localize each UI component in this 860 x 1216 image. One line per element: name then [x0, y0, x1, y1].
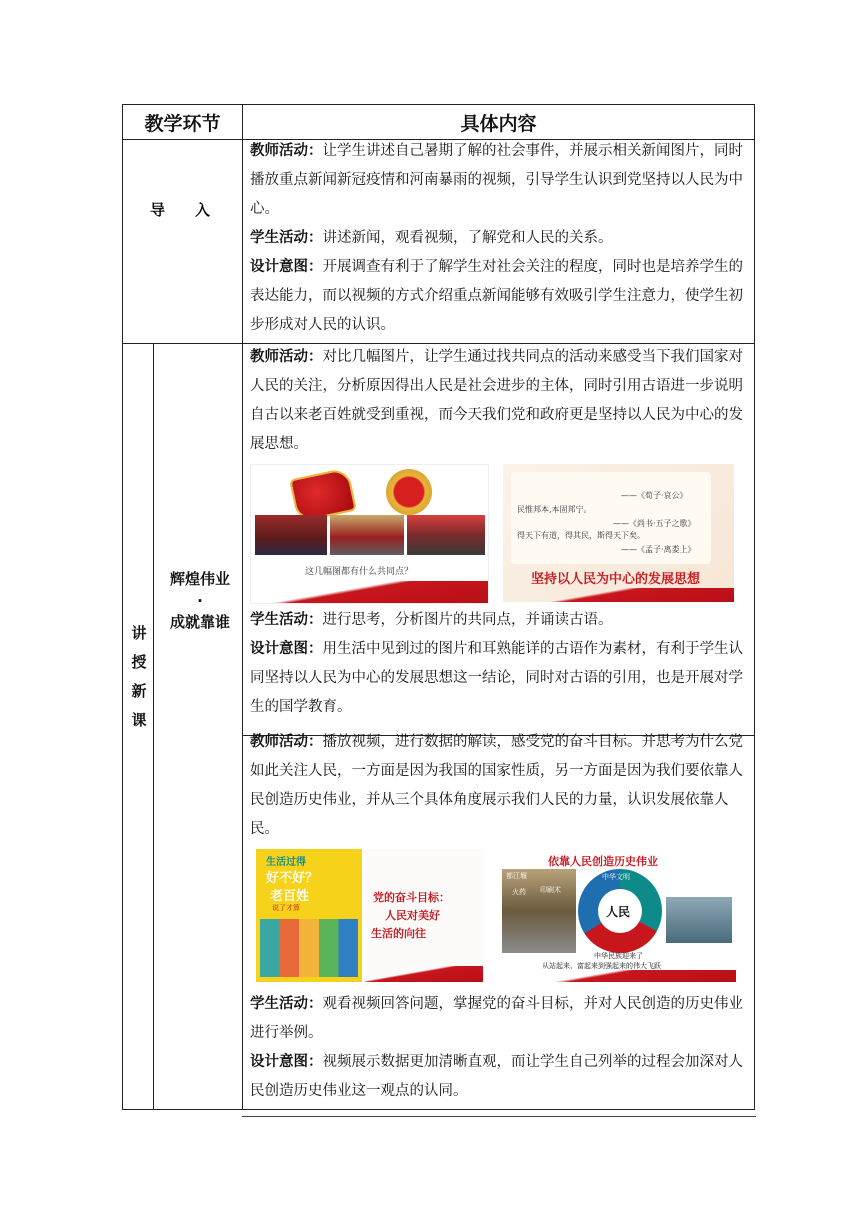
quote-source: ——《尚书·五子之歌》	[613, 519, 696, 528]
quote-line: 民惟邦本,本固邦宁。	[517, 505, 592, 514]
teacher-label: 教师活动：	[250, 143, 323, 159]
new-lesson-stage-label	[129, 619, 149, 735]
student-text: 观看视频回答问题，掌握党的奋斗目标，并对人民创造的历史伟业进行举例。	[250, 996, 743, 1041]
block1-teacher	[250, 343, 750, 459]
page-footer-rule	[242, 1116, 756, 1117]
design-label: 设计意图：	[250, 259, 323, 275]
student-label: 学生活动：	[250, 230, 323, 246]
block2-teacher	[250, 728, 750, 844]
teacher-text: 让学生讲述自己暑期了解的社会事件，并展示相关新闻图片，同时播放重点新闻新冠疫情和河南暴雨的视频，引导学生认识到党坚持以人民为中心。	[250, 143, 743, 217]
poster-line: 人民对美好	[385, 909, 440, 922]
design-text: 视频展示数据更加清晰直观，而让学生自己列举的过程会加深对人民创造历史伟业这一观点的认同。	[250, 1054, 743, 1099]
relic-label: 火药	[512, 888, 526, 896]
teacher-text: 播放视频，进行数据的解读，感受党的奋斗目标。并思考为什么党如此关注人民，一方面是因为我国的国家性质，另一方面是因为我们要依靠人民创造历史伟业，并从三个具体角度展示我们人民的力量，认识发展依靠人民。	[250, 734, 743, 837]
stage-char: 课	[131, 711, 147, 729]
red-wave	[365, 966, 483, 982]
block2-student-design	[250, 990, 750, 1106]
sub-topic-title	[165, 565, 235, 637]
header-content: 具体内容	[460, 112, 537, 135]
stage-char: 讲	[131, 624, 147, 642]
intro-teacher	[250, 137, 750, 224]
stage-char: 授	[131, 653, 147, 671]
sub-title-2: 成就靠谁	[169, 613, 230, 631]
bottom-line: 中华民族迎来了	[594, 952, 643, 960]
student-label: 学生活动：	[250, 612, 323, 628]
sub-title-1: 辉煌伟业	[169, 570, 230, 588]
relic-label: 印刷术	[540, 886, 561, 894]
image-banner: 坚持以人民为中心的发展思想	[531, 572, 701, 587]
intro-content	[250, 137, 750, 340]
intro-design	[250, 253, 750, 340]
teacher-label: 教师活动：	[250, 734, 323, 750]
photo-parade	[407, 515, 485, 555]
quote-line: 得天下有道，得其民，斯得天下矣。	[517, 531, 645, 540]
national-emblem-icon	[386, 469, 432, 515]
ancient-quotes-image	[503, 464, 734, 602]
figure-photo	[666, 897, 732, 943]
poster-line: 生活过得	[266, 857, 306, 868]
teacher-text: 对比几幅图片，让学生通过找共同点的活动来感受当下我们国家对人民的关注，分析原因得出人民是社会进步的主体，同时引用古语进一步说明自古以来老百姓就受到重视，而今天我们党和政府更是坚持以人民为中心的发展思想。	[250, 349, 743, 452]
header-stage: 教学环节	[144, 112, 221, 135]
intro-stage-label: 导 入	[150, 201, 211, 219]
poster-left	[256, 849, 362, 982]
design-text: 用生活中见到过的图片和耳熟能详的古语作为素材，有利于学生认同坚持以人民为中心的发展思想这一结论，同时对古语的引用，也是开展对学生的国学教育。	[250, 641, 743, 715]
stage-subcolumn-divider	[153, 343, 154, 1109]
design-label: 设计意图：	[250, 1054, 323, 1070]
stage-char: 新	[131, 682, 147, 700]
block1-student-design	[250, 606, 750, 722]
image-title: 依靠人民创造历史伟业	[548, 855, 658, 868]
poster-line: 好不好？	[266, 871, 319, 886]
red-wave	[498, 970, 736, 982]
rely-on-people-image	[498, 849, 736, 982]
column-divider	[242, 105, 243, 1109]
student-text: 进行思考，分析图片的共同点，并诵读古语。	[322, 612, 613, 628]
quote-source: ——《荀子·哀公》	[621, 491, 688, 500]
red-wave	[503, 588, 734, 602]
quote-source: ——《孟子·离娄上》	[621, 545, 696, 554]
bottom-line: 从站起来、富起来到强起来的伟大飞跃	[542, 962, 661, 970]
design-text: 开展调查有利于了解学生对社会关注的程度，同时也是培养学生的表达能力，而以视频的方式介绍重点新闻能够有效吸引学生注意力，使学生初步形成对人民的认识。	[250, 259, 743, 333]
poster-line: 党的奋斗目标：	[373, 891, 450, 904]
common-point-image	[250, 464, 489, 604]
relic-label: 都江堰	[506, 872, 527, 880]
poster-line: 生活的向往	[371, 927, 426, 940]
poster-line: 老百姓	[270, 889, 310, 904]
relic-photos	[502, 869, 576, 953]
poster-right	[365, 849, 483, 982]
student-text: 讲述新闻，观看视频，了解党和人民的关系。	[322, 230, 613, 246]
photo-hall	[255, 515, 327, 555]
struggle-goal-image	[250, 849, 483, 982]
student-label: 学生活动：	[250, 996, 323, 1012]
center-label: 人民	[606, 905, 631, 919]
ring-label: 中华文明	[602, 873, 630, 881]
image-caption: 这几幅图都有什么共同点？	[305, 567, 414, 577]
intro-student	[250, 224, 750, 253]
sub-title-dot: ·	[197, 592, 203, 610]
poster-line: 说了才算	[272, 904, 300, 912]
red-wave	[251, 581, 488, 603]
buildings-graphic	[260, 919, 358, 977]
design-label: 设计意图：	[250, 641, 323, 657]
photo-gate	[330, 515, 404, 555]
teacher-label: 教师活动：	[250, 349, 323, 365]
